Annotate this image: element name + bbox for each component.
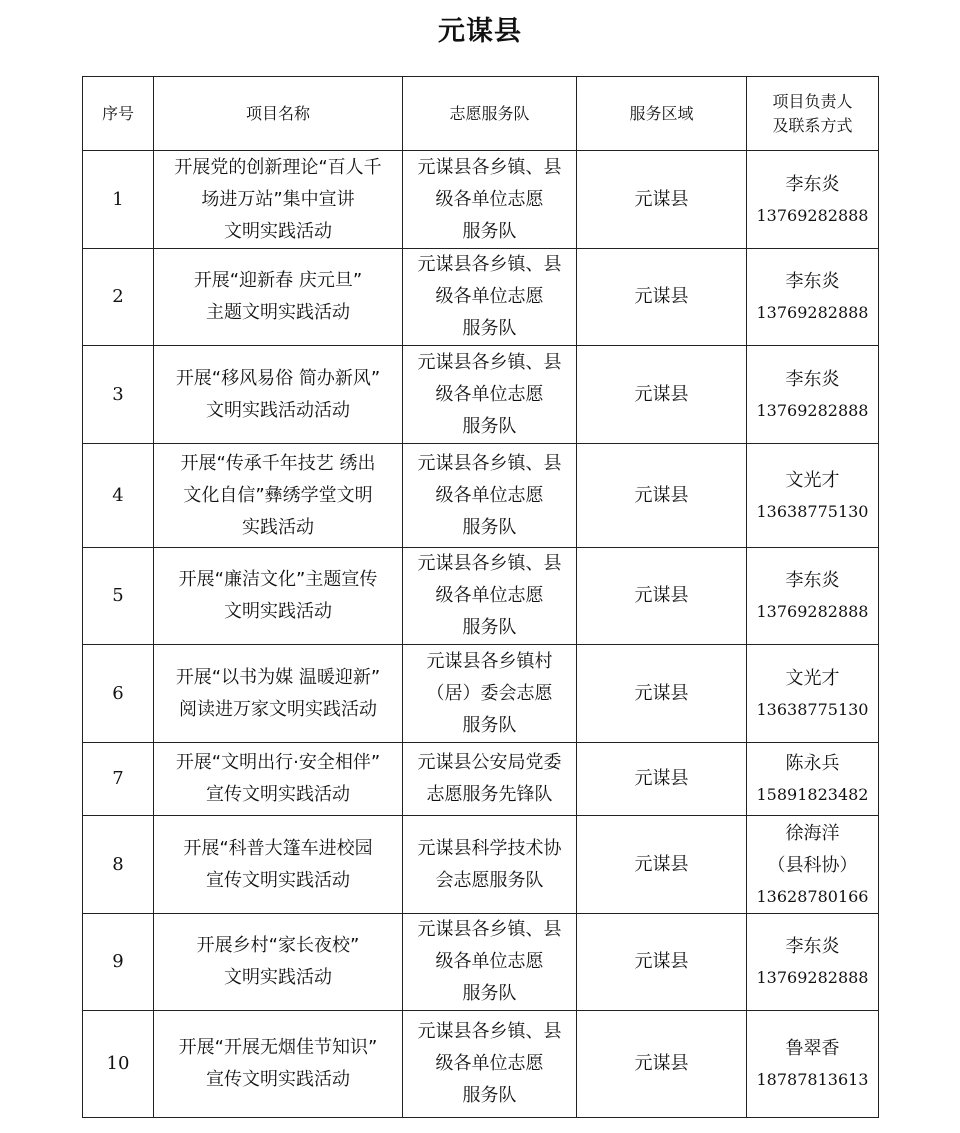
row-volunteer-team: 元谋县公安局党委 志愿服务先锋队 (403, 743, 577, 816)
row-volunteer-team: 元谋县各乡镇、县 级各单位志愿 服务队 (403, 914, 577, 1011)
row-service-area: 元谋县 (577, 816, 747, 914)
row-service-area: 元谋县 (577, 743, 747, 816)
header-seq: 序号 (83, 77, 154, 151)
table-row (83, 151, 879, 249)
table-row (83, 816, 879, 914)
table-row (83, 914, 879, 1011)
row-seq: 6 (83, 645, 154, 743)
contact-phone: 13769282888 (756, 602, 869, 621)
row-volunteer-team: 元谋县各乡镇村 （居）委会志愿 服务队 (403, 645, 577, 743)
row-service-area: 元谋县 (577, 249, 747, 346)
row-contact (747, 1011, 879, 1118)
row-seq: 5 (83, 548, 154, 645)
row-contact (747, 914, 879, 1011)
row-project-name: 开展党的创新理论“百人千 场进万站”集中宣讲 文明实践活动 (154, 151, 403, 249)
contact-person: 文光才 (785, 667, 840, 689)
table-header-row (83, 77, 879, 151)
contact-person: 李东炎 (785, 173, 840, 195)
row-volunteer-team: 元谋县各乡镇、县 级各单位志愿 服务队 (403, 548, 577, 645)
table-row (83, 645, 879, 743)
row-contact (747, 743, 879, 816)
row-service-area: 元谋县 (577, 346, 747, 444)
contact-phone: 18787813613 (756, 1070, 869, 1089)
row-seq: 3 (83, 346, 154, 444)
row-project-name: 开展“迎新春 庆元旦” 主题文明实践活动 (154, 249, 403, 346)
row-seq: 9 (83, 914, 154, 1011)
table-row (83, 346, 879, 444)
row-project-name: 开展“传承千年技艺 绣出 文化自信”彝绣学堂文明 实践活动 (154, 444, 403, 548)
contact-person: 陈永兵 (785, 753, 840, 774)
row-project-name: 开展“移风易俗 简办新风” 文明实践活动活动 (154, 346, 403, 444)
contact-person: 李东炎 (785, 936, 840, 957)
row-volunteer-team: 元谋县各乡镇、县 级各单位志愿 服务队 (403, 151, 577, 249)
row-contact (747, 346, 879, 444)
row-seq: 2 (83, 249, 154, 346)
row-contact (747, 444, 879, 548)
table-row (83, 743, 879, 816)
contact-person: 鲁翠香 (785, 1038, 840, 1059)
row-service-area: 元谋县 (577, 645, 747, 743)
row-seq: 8 (83, 816, 154, 914)
contact-phone: 13769282888 (756, 205, 869, 225)
contact-phone: 13769282888 (756, 400, 869, 420)
header-service-area: 服务区域 (577, 77, 747, 151)
contact-phone: 13638775130 (756, 699, 869, 719)
contact-phone: 13769282888 (756, 303, 869, 322)
row-project-name: 开展乡村“家长夜校” 文明实践活动 (154, 914, 403, 1011)
row-seq: 7 (83, 743, 154, 816)
row-seq: 1 (83, 151, 154, 249)
project-table (82, 76, 879, 1118)
table-row (83, 249, 879, 346)
row-project-name: 开展“开展无烟佳节知识” 宣传文明实践活动 (154, 1011, 403, 1118)
page-title: 元谋县 (438, 16, 522, 47)
contact-person: 李东炎 (785, 368, 840, 390)
row-volunteer-team: 元谋县各乡镇、县 级各单位志愿 服务队 (403, 444, 577, 548)
row-volunteer-team: 元谋县各乡镇、县 级各单位志愿 服务队 (403, 1011, 577, 1118)
row-contact (747, 816, 879, 914)
contact-phone: 13628780166 (756, 886, 869, 906)
contact-phone: 13769282888 (756, 968, 869, 987)
row-contact (747, 645, 879, 743)
row-service-area: 元谋县 (577, 1011, 747, 1118)
row-contact (747, 151, 879, 249)
contact-person: 徐海洋 （县科协） (767, 822, 858, 876)
contact-person: 李东炎 (785, 570, 840, 591)
table-row (83, 444, 879, 548)
row-project-name: 开展“以书为媒 温暖迎新” 阅读进万家文明实践活动 (154, 645, 403, 743)
row-project-name: 开展“科普大篷车进校园 宣传文明实践活动 (154, 816, 403, 914)
contact-person: 李东炎 (785, 271, 840, 292)
row-seq: 10 (83, 1011, 154, 1118)
row-volunteer-team: 元谋县各乡镇、县 级各单位志愿 服务队 (403, 249, 577, 346)
row-project-name: 开展“廉洁文化”主题宣传 文明实践活动 (154, 548, 403, 645)
header-volunteer-team: 志愿服务队 (403, 77, 577, 151)
row-service-area: 元谋县 (577, 444, 747, 548)
row-volunteer-team: 元谋县科学技术协 会志愿服务队 (403, 816, 577, 914)
row-volunteer-team: 元谋县各乡镇、县 级各单位志愿 服务队 (403, 346, 577, 444)
contact-phone: 15891823482 (756, 785, 869, 804)
header-contact: 项目负责人 及联系方式 (747, 77, 879, 151)
row-project-name: 开展“文明出行·安全相伴” 宣传文明实践活动 (154, 743, 403, 816)
table-row (83, 548, 879, 645)
header-project-name: 项目名称 (154, 77, 403, 151)
row-contact (747, 548, 879, 645)
table-row (83, 1011, 879, 1118)
contact-phone: 13638775130 (756, 501, 869, 521)
row-service-area: 元谋县 (577, 914, 747, 1011)
row-service-area: 元谋县 (577, 548, 747, 645)
row-service-area: 元谋县 (577, 151, 747, 249)
row-contact (747, 249, 879, 346)
contact-person: 文光才 (785, 469, 840, 491)
row-seq: 4 (83, 444, 154, 548)
